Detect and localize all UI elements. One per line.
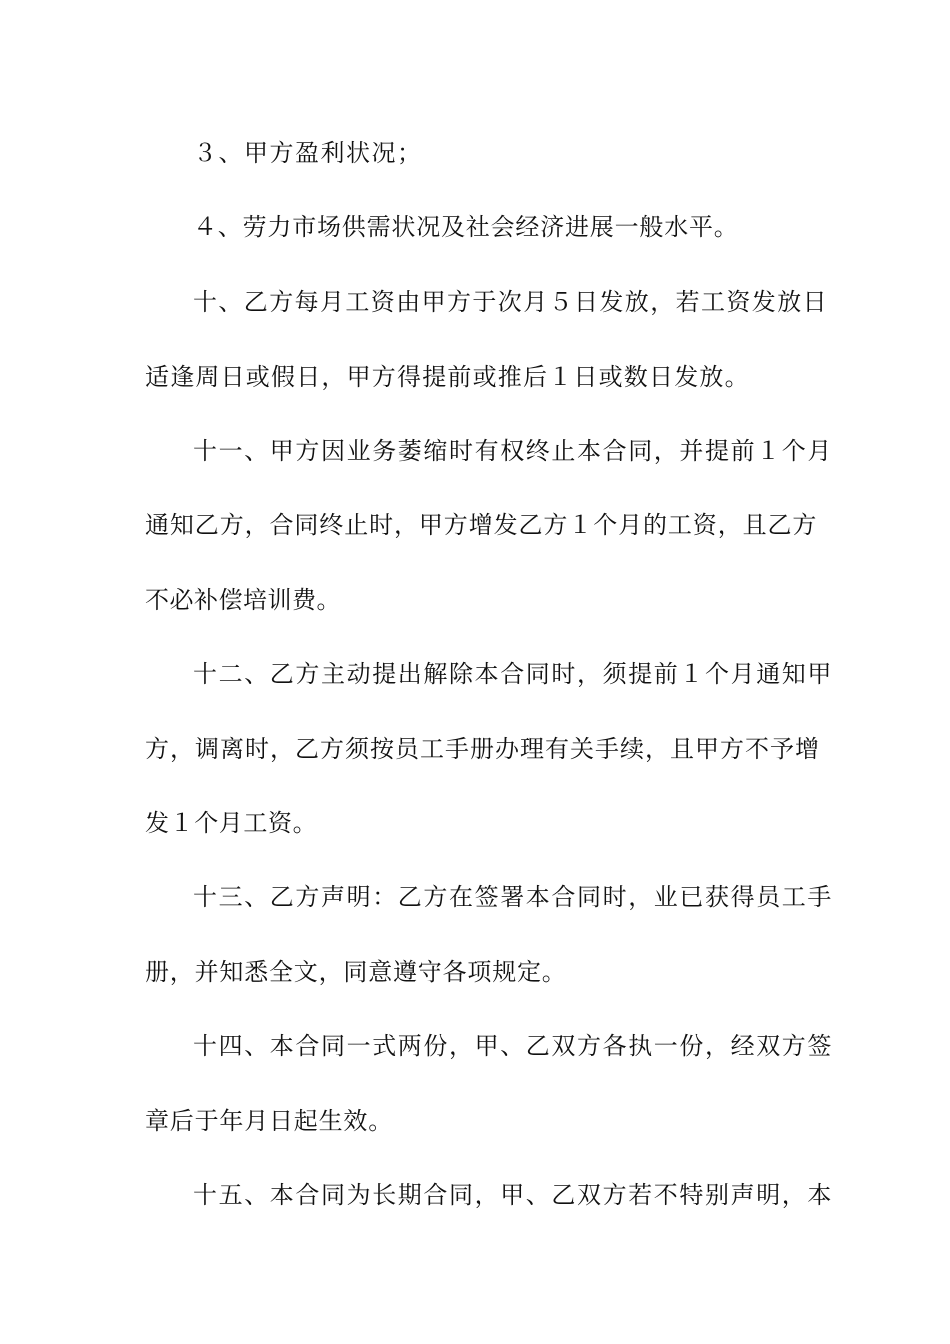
text-line-content: 十四、本合同一式两份，甲、乙双方各执一份，经双方签 xyxy=(193,1032,833,1060)
text-line xyxy=(0,505,950,545)
text-line-content: 册，并知悉全文，同意遵守各项规定。 xyxy=(145,958,567,986)
text-line xyxy=(0,431,950,471)
text-line-content: 十二、乙方主动提出解除本合同时，须提前１个月通知甲 xyxy=(193,660,833,688)
text-line-content: 发１个月工资。 xyxy=(145,809,318,837)
text-line-content: 适逢周日或假日，甲方得提前或推后１日或数日发放。 xyxy=(145,363,750,391)
text-line xyxy=(0,952,950,992)
text-line-content: 章后于年月日起生效。 xyxy=(145,1107,393,1135)
text-line xyxy=(0,282,950,322)
text-line xyxy=(0,729,950,769)
text-line xyxy=(0,654,950,694)
text-line-content: 十一、甲方因业务萎缩时有权终止本合同，并提前１个月 xyxy=(193,437,833,465)
text-line xyxy=(0,877,950,917)
text-line-content: 通知乙方，合同终止时，甲方增发乙方１个月的工资，且乙方 xyxy=(145,511,818,539)
text-line-content: 十三、乙方声明：乙方在签署本合同时，业已获得员工手 xyxy=(193,883,833,911)
text-line-content: 不必补偿培训费。 xyxy=(145,586,341,614)
text-line xyxy=(0,207,950,247)
text-line-content: 十、乙方每月工资由甲方于次月５日发放，若工资发放日 xyxy=(193,288,828,316)
text-line xyxy=(0,357,950,397)
text-line-content: 十五、本合同为长期合同，甲、乙双方若不特别声明，本 xyxy=(193,1181,833,1209)
text-line-content: 方，调离时，乙方须按员工手册办理有关手续，且甲方不予增 xyxy=(145,735,820,763)
text-line xyxy=(0,580,950,620)
text-line-content: ３、甲方盈利状况； xyxy=(193,139,423,167)
text-line xyxy=(0,1175,950,1215)
text-line xyxy=(0,1101,950,1141)
text-line xyxy=(0,1026,950,1066)
text-line-content: ４、劳力市场供需状况及社会经济进展一般水平。 xyxy=(193,213,739,241)
text-line xyxy=(0,133,950,173)
text-line xyxy=(0,803,950,843)
